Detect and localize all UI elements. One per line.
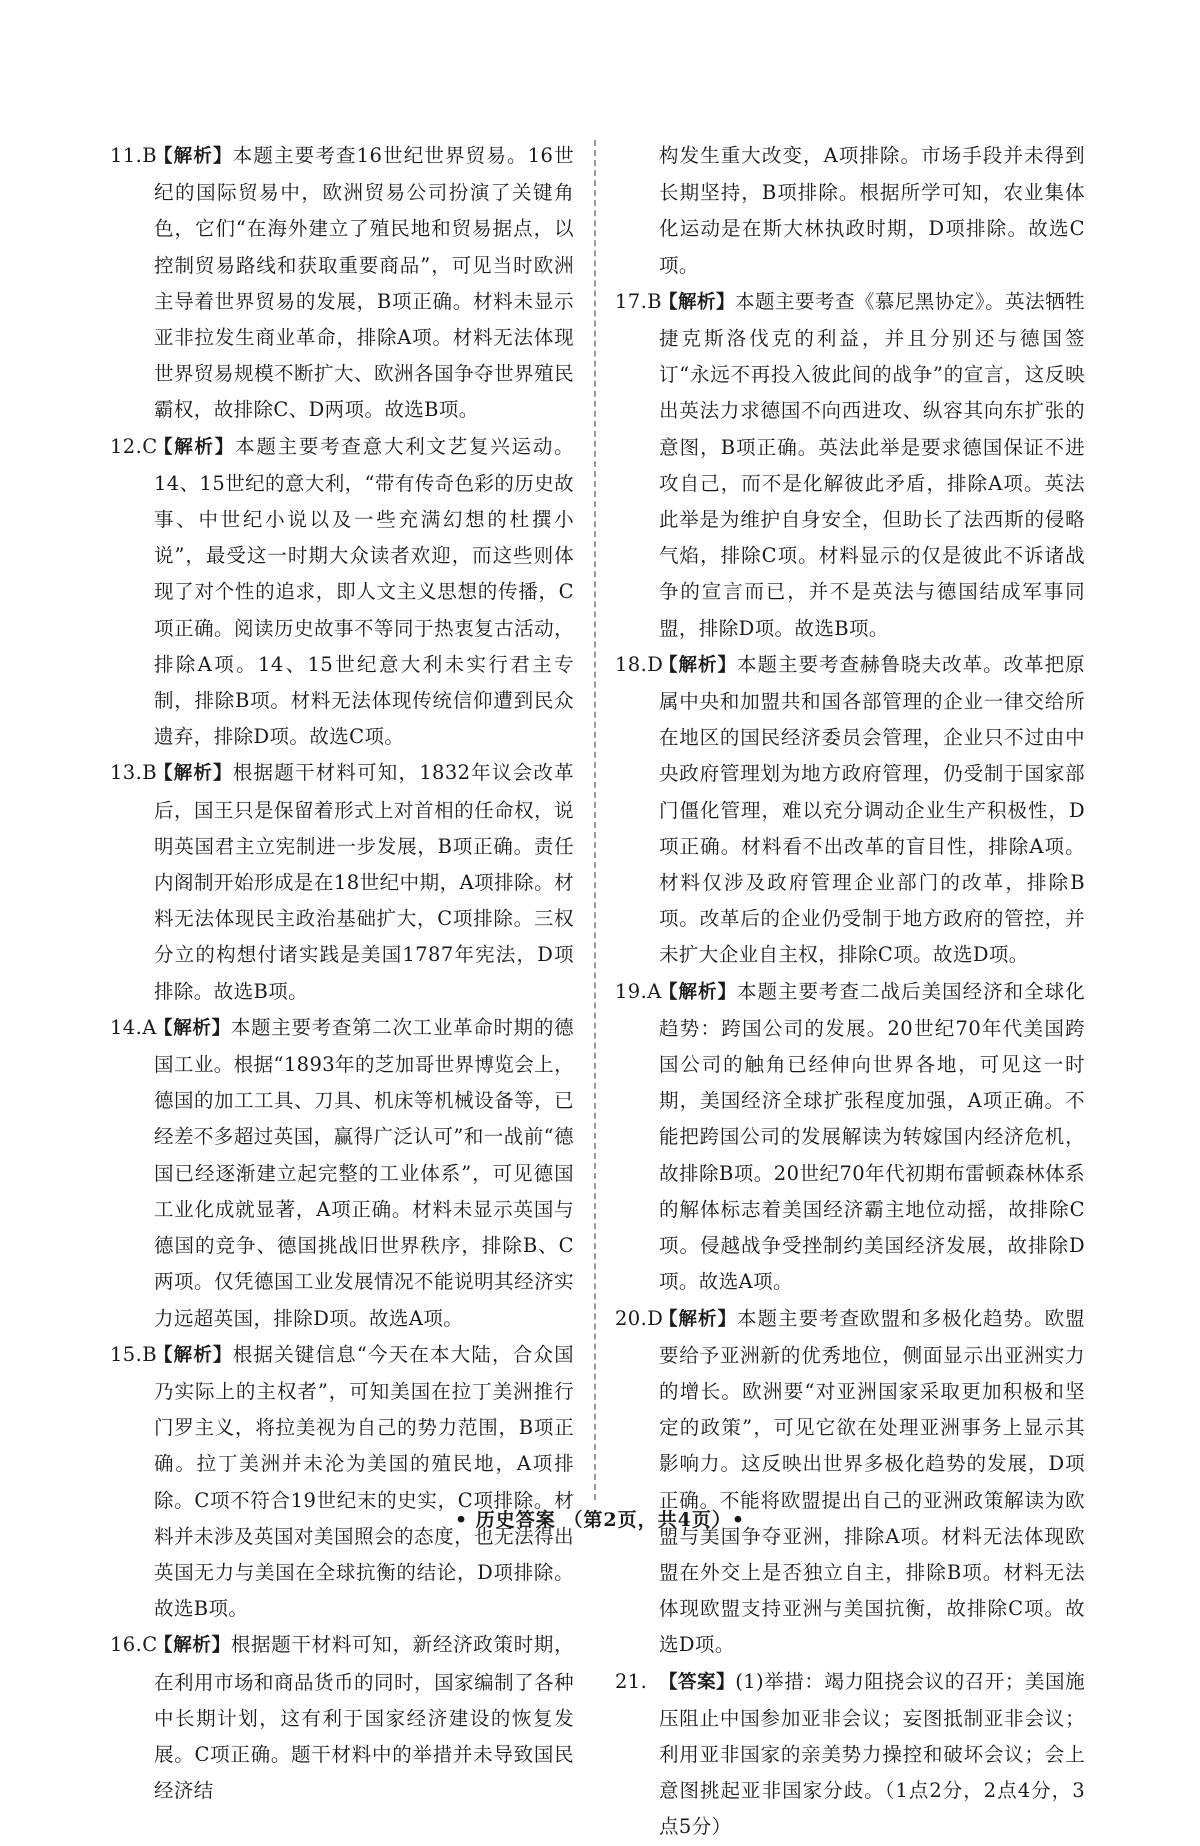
- answer-item-17: [615, 284, 1085, 647]
- answer-number: 21.: [615, 1669, 648, 1693]
- analysis-tag: 【解析】: [659, 1308, 738, 1330]
- answer-text: 本题主要考查意大利文艺复兴运动。14、15世纪的意大利，“带有传奇色彩的历史故事、中世纪小说以及一些充满幻想的杜撰小说”，最受这一时期大众读者欢迎，而这些则体现了对个性的追求，即人文主义思想的传播，C项正确。阅读历史故事不等同于热衷复古活动，排除A项。14、15世纪意大利未实行君主专制，排除B项。材料无法体现传统信仰遭到民众遗弃，排除D项。故选C项。: [154, 434, 574, 749]
- answer-text: 本题主要考查第二次工业革命时期的德国工业。根据“1893年的芝加哥世界博览会上，德国的加工工具、刀具、机床等机械设备等，已经差不多超过英国，赢得广泛认可”和一战前“德国已经逐渐建立起完整的工业体系”，可见德国工业化成就显著，A项正确。材料未显示英国与德国的竞争、德国挑战旧世界秩序，排除B、C两项。仅凭德国工业发展情况不能说明其经济实力远超英国，排除D项。故选A项。: [154, 1015, 574, 1330]
- answer-number: 11.B: [110, 144, 157, 167]
- answer-item-11: [110, 138, 574, 429]
- column-divider: [594, 140, 596, 1500]
- answer-text: 根据题干材料可知，1832年议会改革后，国王只是保留着形式上对首相的任命权，说明英国君主立宪制进一步发展，B项正确。责任内阁制开始形成是在18世纪中期，A项排除。材料无法体现民主政治基础扩大，C项排除。三权分立的构想付诸实践是美国1787年宪法，D项排除。故选B项。: [154, 761, 574, 1003]
- answer-number: 17.B: [615, 289, 662, 313]
- answer-number: 20.D: [615, 1306, 664, 1330]
- answer-text: 构发生重大改变，A项排除。市场手段并未得到长期坚持，B项排除。根据所学可知，农业集体化运动是在斯大林执政时期，D项排除。故选C项。: [659, 144, 1085, 277]
- analysis-tag: 【解析】: [659, 654, 738, 676]
- answer-tag: 【答案】: [659, 1671, 736, 1693]
- right-column: [615, 138, 1085, 1846]
- analysis-tag: 【解析】: [154, 1017, 231, 1039]
- analysis-tag: 【解析】: [154, 1344, 233, 1366]
- answer-number: 16.C: [110, 1633, 158, 1657]
- answer-item-14: [110, 1010, 574, 1337]
- answer-number: 19.A: [615, 979, 662, 1003]
- answer-text: 本题主要考查16世纪世界贸易。16世纪的国际贸易中，欧洲贸易公司扮演了关键角色，它们“在海外建立了殖民地和贸易据点，以控制贸易路线和获取重要商品”，可见当时欧洲主导着世界贸易的发展，B项正确。材料未显示亚非拉发生商业革命，排除A项。材料无法体现世界贸易规模不断扩大、欧洲各国争夺世界殖民霸权，故排除C、D两项。故选B项。: [154, 144, 574, 422]
- answer-text: 根据题干材料可知，新经济政策时期，在利用市场和商品货币的同时，国家编制了各种中长期计划，这有利于国家经济建设的恢复发展。C项正确。题干材料中的举措并未导致国民经济结: [154, 1633, 574, 1803]
- answer-item-16: [110, 1627, 574, 1809]
- answer-text: 根据关键信息“今天在本大陆，合众国乃实际上的主权者”，可知美国在拉丁美洲推行门罗主义，将拉美视为自己的势力范围，B项正确。拉丁美洲并未沦为美国的殖民地，A项排除。C项不符合19世纪末的史实，C项排除。材料并未涉及英国对美国照会的态度，也无法得出英国无力与美国在全球抗衡的结论，D项排除。故选B项。: [154, 1342, 574, 1621]
- answer-item-20: [615, 1301, 1085, 1664]
- page-footer: • 历史答案 （第2页，共4页）•: [455, 1509, 745, 1531]
- analysis-tag: 【解析】: [659, 981, 738, 1003]
- answer-text: (1)举措：竭力阻挠会议的召开；美国施压阻止中国参加亚非会议；妄图抵制亚非会议；利用亚非国家的亲美势力操控和破坏会议；会上意图挑起亚非国家分歧。（1点2分，2点4分，3点5分）: [659, 1669, 1085, 1839]
- analysis-tag: 【解析】: [154, 146, 233, 167]
- answer-item-13: [110, 755, 574, 1009]
- analysis-tag: 【解析】: [154, 436, 236, 458]
- answer-number: 14.A: [110, 1015, 157, 1039]
- answer-number: 13.B: [110, 761, 157, 785]
- answer-item-19: [615, 974, 1085, 1301]
- answer-text: 本题主要考查赫鲁晓夫改革。改革把原属中央和加盟共和国各部管理的企业一律交给所在地区的国民经济委员会管理，企业只不过由中央政府管理划为地方政府管理，仍受制于国家部门僵化管理，难以充分调动企业生产积极性，D项正确。材料看不出改革的盲目性，排除A项。材料仅涉及政府管理企业部门的改革，排除B项。改革后的企业仍受制于地方政府的管控，并未扩大企业自主权，排除C项。故选D项。: [659, 652, 1085, 967]
- answer-item-15: [110, 1337, 574, 1628]
- answer-number: 18.D: [615, 652, 664, 676]
- analysis-tag: 【解析】: [154, 1635, 231, 1657]
- analysis-tag: 【解析】: [154, 763, 233, 785]
- answer-number: 12.C: [110, 434, 158, 458]
- analysis-tag: 【解析】: [659, 291, 735, 313]
- answer-item-16-continued: [615, 138, 1085, 284]
- answer-text: 本题主要考查欧盟和多极化趋势。欧盟要给予亚洲新的优秀地位，侧面显示出亚洲实力的增长。欧洲要“对亚洲国家采取更加积极和坚定的政策”，可见它欲在处理亚洲事务上显示其影响力。这反映出世界多极化趋势的发展，D项正确。不能将欧盟提出自己的亚洲政策解读为欧盟与美国争夺亚洲，排除A项。材料无法体现欧盟在外交上是否独立自主，排除B项。材料无法体现欧盟支持亚洲与美国抗衡，故排除C项。故选D项。: [659, 1306, 1085, 1657]
- answer-number: 15.B: [110, 1342, 157, 1366]
- answer-text: 本题主要考查二战后美国经济和全球化趋势：跨国公司的发展。20世纪70年代美国跨国公司的触角已经伸向世界各地，可见这一时期，美国经济全球扩张程度加强，A项正确。不能把跨国公司的发展解读为转嫁国内经济危机，故排除B项。20世纪70年代初期布雷顿森林体系的解体标志着美国经济霸主地位动摇，故排除C项。侵越战争受挫制约美国经济发展，故排除D项。故选A项。: [659, 979, 1085, 1294]
- answer-item-12: [110, 429, 574, 756]
- left-column: [110, 138, 574, 1809]
- answer-item-18: [615, 647, 1085, 974]
- answer-text: 本题主要考查《慕尼黑协定》。英法牺牲捷克斯洛伐克的利益，并且分别还与德国签订“永远不再投入彼此间的战争”的宣言，这反映出英法力求德国不向西进攻、纵容其向东扩张的意图，B项正确。英法此举是要求德国保证不进攻自己，而不是化解彼此矛盾，排除A项。英法此举是为维护自身安全，但助长了法西斯的侵略气焰，排除C项。材料显示的仅是彼此不诉诸战争的宣言而已，并不是英法与德国结成军事同盟，排除D项。故选B项。: [659, 289, 1086, 640]
- answer-item-21: [615, 1664, 1085, 1846]
